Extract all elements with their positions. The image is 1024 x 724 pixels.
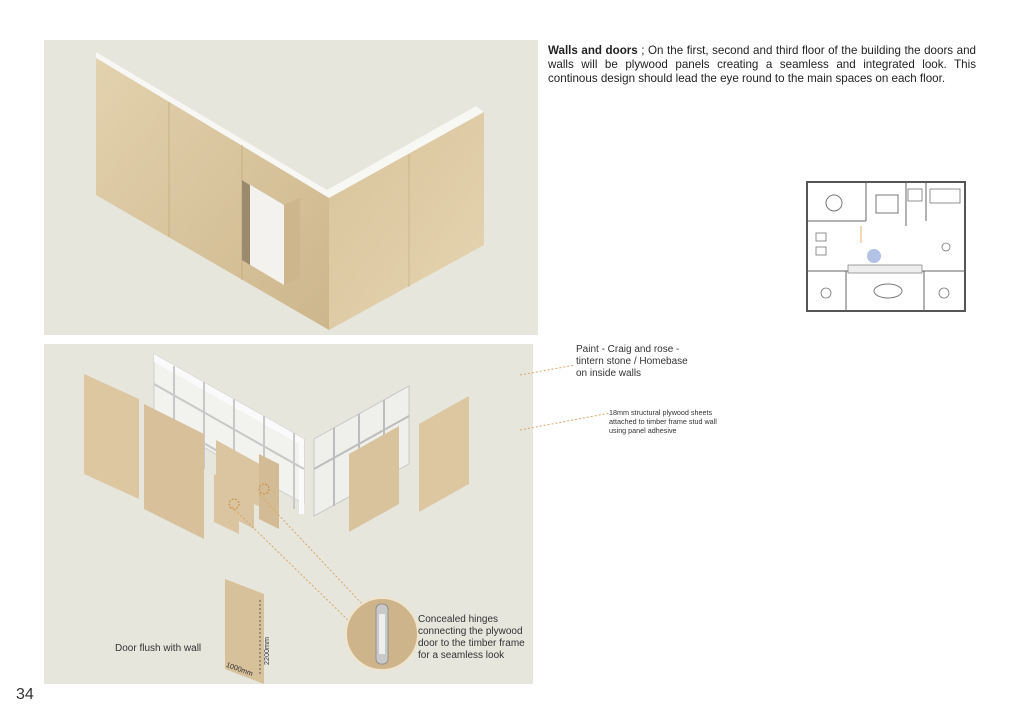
hinges-note-line-3: door to the timber frame — [418, 638, 525, 649]
height-dimension: 2200mm — [262, 637, 271, 665]
left-wall — [96, 58, 329, 330]
page-number: 34 — [16, 686, 34, 703]
assembled-wall-render — [44, 40, 538, 335]
plywood-note-line-2: attached to timber frame stud wall — [609, 417, 717, 426]
paint-note-line-3: on inside walls — [576, 368, 642, 379]
intro-body: ; On the first, second and third floor of the building the doors and walls will be plywood panels creating a seamless and integrated look. This continous design should lead the eye round to the main spaces on each floor. — [548, 44, 976, 85]
assembled-wall-illustration — [44, 40, 538, 335]
hinges-note-line-2: connecting the plywood — [418, 626, 523, 637]
annotation-leaders — [520, 355, 620, 435]
plywood-note-line-3: using panel adhesive — [609, 426, 677, 435]
hinges-note-line-4: for a seamless look — [418, 650, 505, 661]
plywood-note — [609, 408, 717, 435]
intro-text — [548, 44, 976, 86]
floor-plan — [806, 181, 966, 312]
width-dimension: 1000mm — [224, 660, 255, 679]
intro-heading: Walls and doors — [548, 44, 638, 57]
plywood-sheet-5 — [419, 396, 469, 512]
hinges-note-line-1: Concealed hinges — [418, 614, 499, 625]
plywood-sheet-1 — [84, 374, 139, 499]
plywood-note-line-1: 18mm structural plywood sheets — [609, 408, 713, 417]
right-wall — [329, 112, 484, 330]
paint-note-line-2: tintern stone / Homebase — [576, 356, 688, 367]
door-panel-right — [259, 454, 279, 529]
paint-note-line-1: Paint - Craig and rose - — [576, 344, 680, 355]
door-flush-label: Door flush with wall — [115, 643, 202, 654]
door-leaf — [284, 198, 300, 285]
floor-plan-drawing — [806, 181, 966, 312]
hinges-note — [418, 614, 525, 662]
